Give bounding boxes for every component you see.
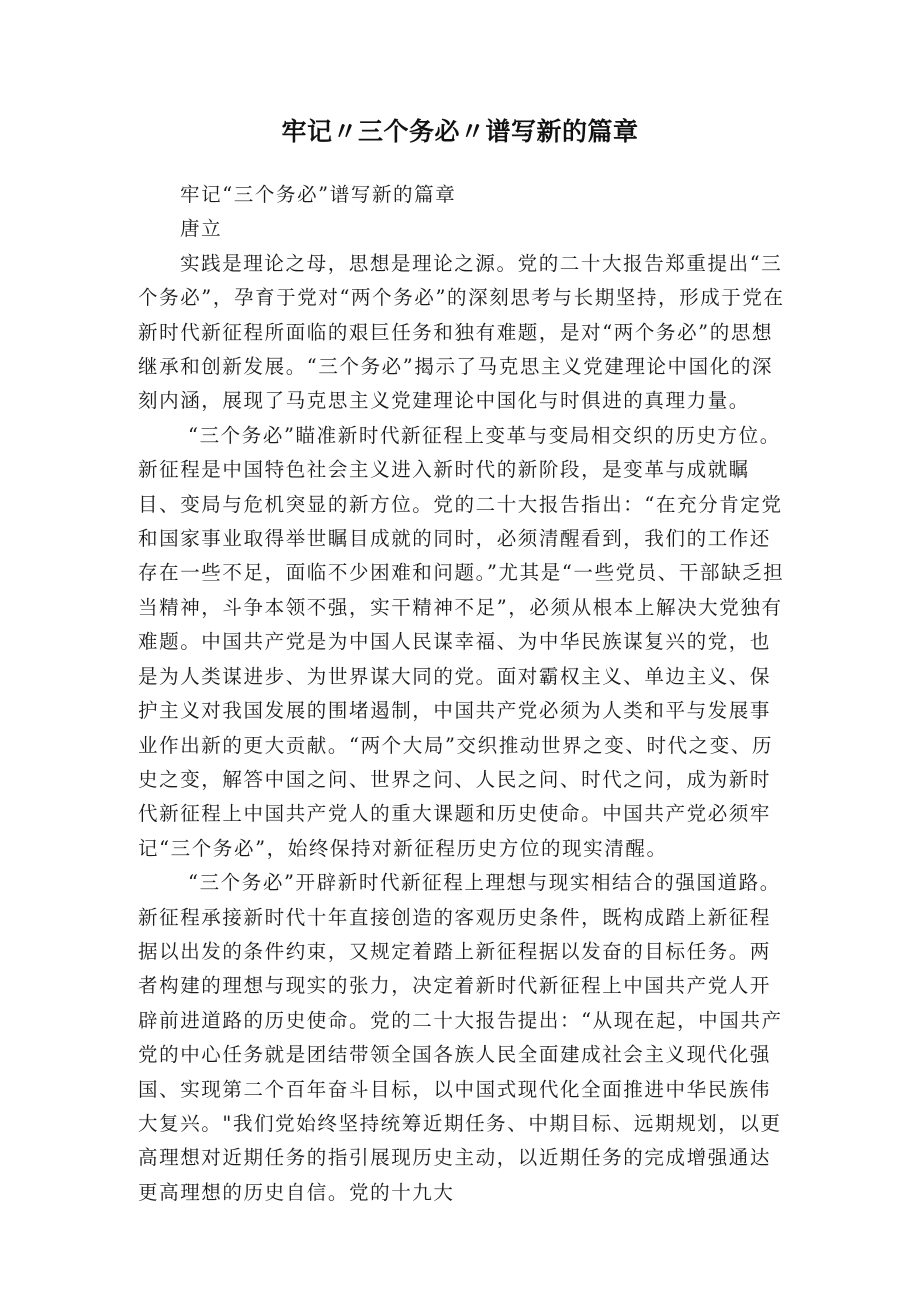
- paragraph-3: “三个务必”开辟新时代新征程上理想与现实相结合的强国道路。新征程承接新时代十年直接创造的客观历史条件，既构成踏上新征程据以出发的条件约束，又规定着踏上新征程据以发奋的目标任务。两者构建的理想与现实的张力，决定着新时代新征程上中国共产党人开辟前进道路的历史使命。党的二十大报告提出：“从现在起，中国共产党的中心任务就是团结带领全国各族人民全面建成社会主义现代化强国、实现第二个百年奋斗目标，以中国式现代化全面推进中华民族伟大复兴。"我们党始终坚持统筹近期任务、中期目标、远期规划，以更高理想对近期任务的指引展现历史主动，以近期任务的完成增强通达更高理想的历史自信。党的十九大: [138, 871, 783, 1204]
- paragraph-1: 实践是理论之母，思想是理论之源。党的二十大报告郑重提出“三个务必”，孕育于党对“两个务必”的深刻思考与长期坚持，形成于党在新时代新征程所面临的艰巨任务和独有难题，是对“两个务必”的思想继承和创新发展。“三个务必”揭示了马克思主义党建理论中国化的深刻内涵，展现了马克思主义党建理论中国化与时俱进的真理力量。: [138, 251, 785, 413]
- document-body: [138, 178, 788, 1210]
- paragraph-2: “三个务必”瞄准新时代新征程上变革与变局相交织的历史方位。新征程是中国特色社会主义进入新时代的新阶段，是变革与成就瞩目、变局与危机突显的新方位。党的二十大报告指出：“在充分肯定党和国家事业取得举世瞩目成就的同时，必须清醒看到，我们的工作还存在一些不足，面临不少困难和问题。”尤其是“一些党员、干部缺乏担当精神，斗争本领不强，实干精神不足”，必须从根本上解决大党独有难题。中国共产党是为中国人民谋幸福、为中华民族谋复兴的党，也是为人类谋进步、为世界谋大同的党。面对霸权主义、单边主义、保护主义对我国发展的围堵遏制，中国共产党必须为人类和平与发展事业作出新的更大贡献。“两个大局”交织推动世界之变、时代之变、历史之变，解答中国之问、世界之问、人民之问、时代之问，成为新时代新征程上中国共产党人的重大课题和历史使命。中国共产党必须牢记“三个务必”，始终保持对新征程历史方位的现实清醒。: [138, 423, 785, 860]
- document-title: 牢记〃三个务必〃谱写新的篇章: [281, 117, 639, 146]
- document-author: 唐立: [180, 217, 223, 241]
- document-subtitle: 牢记“三个务必”谱写新的篇章: [180, 183, 457, 206]
